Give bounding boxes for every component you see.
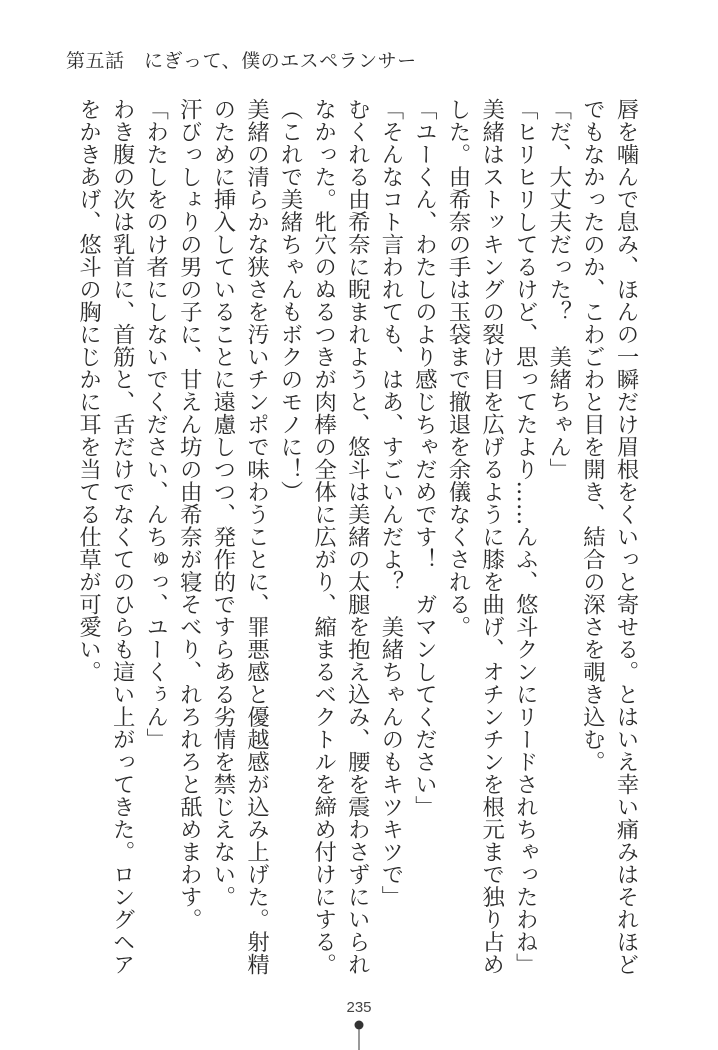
text-line: 「そんなコト言われても、はあ、すごいんだよ？ 美緒ちゃんのもキツキツで」	[377, 98, 404, 908]
text-line: 美緒はストッキングの裂け目を広げるように膝を曲げ、オチンチンを根元まで独り占め	[478, 98, 505, 976]
chapter-header: 第五話 にぎって、僕のエスペランサー	[66, 50, 417, 72]
text-line: むくれる由希奈に睨まれようと、悠斗は美緒の太腿を抱え込み、腰を震わさずにいられ	[344, 98, 371, 976]
text-line: 「ヒリヒリしてるけど、思ってたより……んふ、悠斗クンにリードされちゃったわね」	[512, 98, 539, 976]
text-line: した。由希奈の手は玉袋まで撤退を余儀なくされる。	[445, 98, 472, 638]
text-line: でもなかったのか、こわごわと目を開き、結合の深さを覗き込む。	[579, 98, 606, 773]
text-line: わき腹の次は乳首に、首筋と、舌だけでなくてのひらも這い上がってきた。ロングヘア	[109, 98, 136, 976]
text-line: 「ユーくん、わたしのより感じちゃだめです！ ガマンしてください」	[411, 98, 438, 818]
text-line: 「わたしをのけ者にしないでください、んちゅっ、ユーくぅん」	[142, 98, 169, 751]
text-line: 美緒の清らかな狭さを汚いチンポで味わうことに、罪悪感と優越感が込み上げた。射精	[243, 98, 270, 976]
text-line: 唇を噛んで息み、ほんの一瞬だけ眉根をくいっと寄せる。とはいえ幸い痛みはそれほど	[613, 98, 639, 976]
text-line: をかきあげ、悠斗の胸にじかに耳を当てる仕草が可愛い。	[75, 98, 102, 683]
page-number: 235	[346, 999, 372, 1016]
text-line: 汗びっしょりの男の子に、甘えん坊の由希奈が寝そべり、れろれろと舐めまわす。	[176, 98, 203, 931]
text-line: のために挿入していることに遠慮しつつ、発作的ですらある劣情を禁じえない。	[209, 98, 236, 908]
page-ornament-icon	[353, 1020, 365, 1050]
text-line: （これで美緒ちゃんもボクのモノに！）	[277, 98, 304, 503]
body-text	[71, 98, 642, 998]
text-line: 「だ、大丈夫だった？ 美緒ちゃん」	[545, 98, 572, 481]
text-line: なかった。牝穴のぬるつきが肉棒の全体に広がり、縮まるベクトルを締め付けにする。	[310, 98, 337, 976]
